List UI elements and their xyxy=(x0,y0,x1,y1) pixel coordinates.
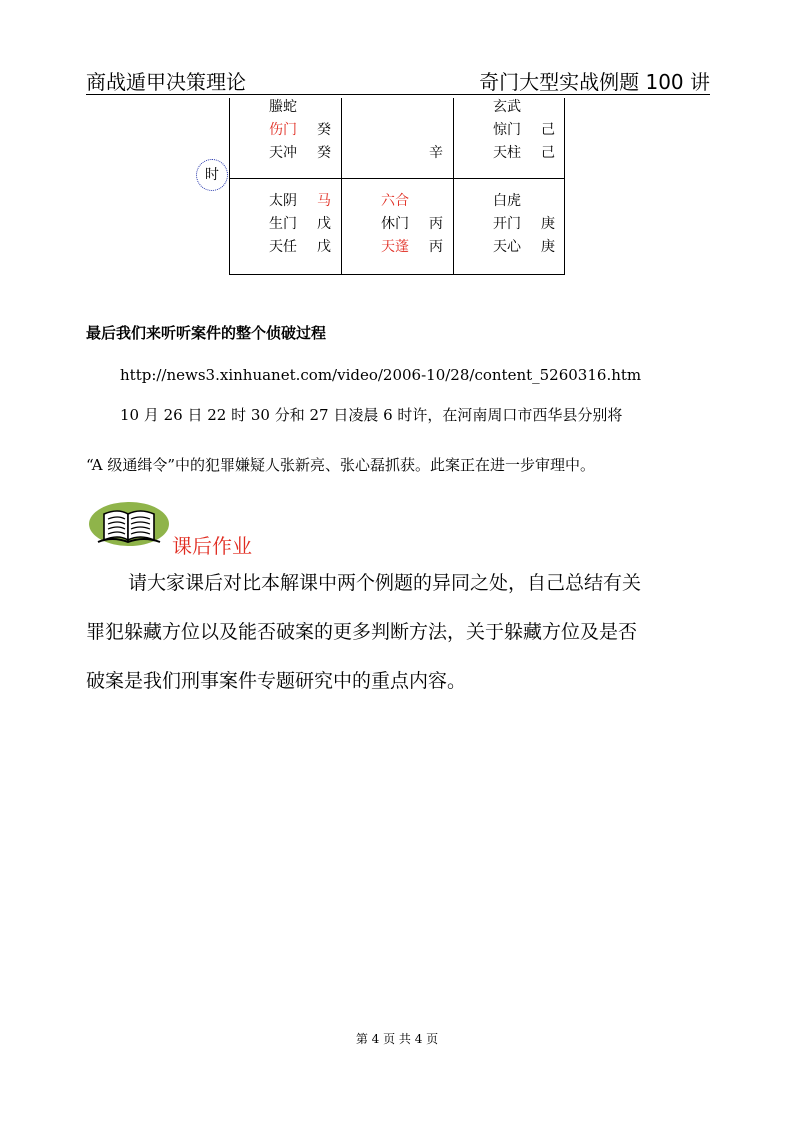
stem-label: 己 xyxy=(541,122,555,138)
chart-line xyxy=(564,98,565,274)
stem-label: 辛 xyxy=(429,145,443,161)
deity-label: 太阴 xyxy=(269,193,297,209)
deity-label: 玄武 xyxy=(493,99,521,115)
door-label: 惊门 xyxy=(493,122,521,138)
chart-line xyxy=(453,98,454,274)
page-footer: 第 4 页 共 4 页 xyxy=(355,1032,439,1046)
deity-label: 白虎 xyxy=(493,193,521,209)
body-paragraph: “A 级通缉令”中的犯罪嫌疑人张新亮、张心磊抓获。此案正在进一步审理中。 xyxy=(86,456,596,474)
palace-bottom-center xyxy=(381,190,451,259)
homework-text: 罪犯躲藏方位以及能否破案的更多判断方法，关于躲藏方位及是否 xyxy=(86,621,638,643)
palace-bottom-left xyxy=(269,190,339,259)
door-label: 生门 xyxy=(269,216,297,232)
stem-label: 癸 xyxy=(317,122,331,138)
chart-line xyxy=(229,274,565,275)
homework-text: 破案是我们刑事案件专题研究中的重点内容。 xyxy=(86,670,467,692)
qimen-chart xyxy=(229,94,565,276)
stem-label: 丙 xyxy=(429,239,443,255)
palace-top-left xyxy=(269,96,339,165)
star-label: 天蓬 xyxy=(381,239,409,255)
palace-top-right xyxy=(493,96,563,165)
source-url[interactable]: http://news3.xinhuanet.com/video/2006-10/28/content_5260316.htm xyxy=(120,366,642,384)
chart-line xyxy=(229,178,565,179)
palace-bottom-right xyxy=(493,190,563,259)
deity-label: 六合 xyxy=(381,193,409,209)
star-label: 天冲 xyxy=(269,145,297,161)
door-label: 休门 xyxy=(381,216,409,232)
homework-title: 课后作业 xyxy=(172,534,252,558)
stem-label: 癸 xyxy=(317,145,331,161)
homework-text: 请大家课后对比本解课中两个例题的异同之处，自己总结有关 xyxy=(128,572,642,594)
stem-label: 丙 xyxy=(429,216,443,232)
palace-top-center xyxy=(381,96,451,165)
chart-line xyxy=(341,98,342,274)
star-label: 天任 xyxy=(269,239,297,255)
stem-label: 戊 xyxy=(317,239,331,255)
book-icon xyxy=(88,500,170,552)
star-label: 天柱 xyxy=(493,145,521,161)
star-label: 天心 xyxy=(493,239,521,255)
stem-label: 己 xyxy=(541,145,555,161)
door-label: 伤门 xyxy=(269,122,297,138)
door-label: 开门 xyxy=(493,216,521,232)
stem-label: 庚 xyxy=(541,216,555,232)
header-left-title: 商战遁甲决策理论 xyxy=(86,70,246,94)
stem-label: 庚 xyxy=(541,239,555,255)
page-header xyxy=(86,64,710,95)
chart-line xyxy=(229,98,230,274)
hour-marker: 时 xyxy=(196,159,228,191)
horse-marker: 马 xyxy=(317,193,331,209)
body-paragraph: 10 月 26 日 22 时 30 分和 27 日凌晨 6 时许，在河南周口市西华县分别将 xyxy=(120,406,623,424)
deity-label: 螣蛇 xyxy=(269,99,297,115)
section-heading: 最后我们来听听案件的整个侦破过程 xyxy=(86,324,327,342)
header-right-title: 奇门大型实战例题 100 讲 xyxy=(479,70,710,94)
stem-label: 戊 xyxy=(317,216,331,232)
